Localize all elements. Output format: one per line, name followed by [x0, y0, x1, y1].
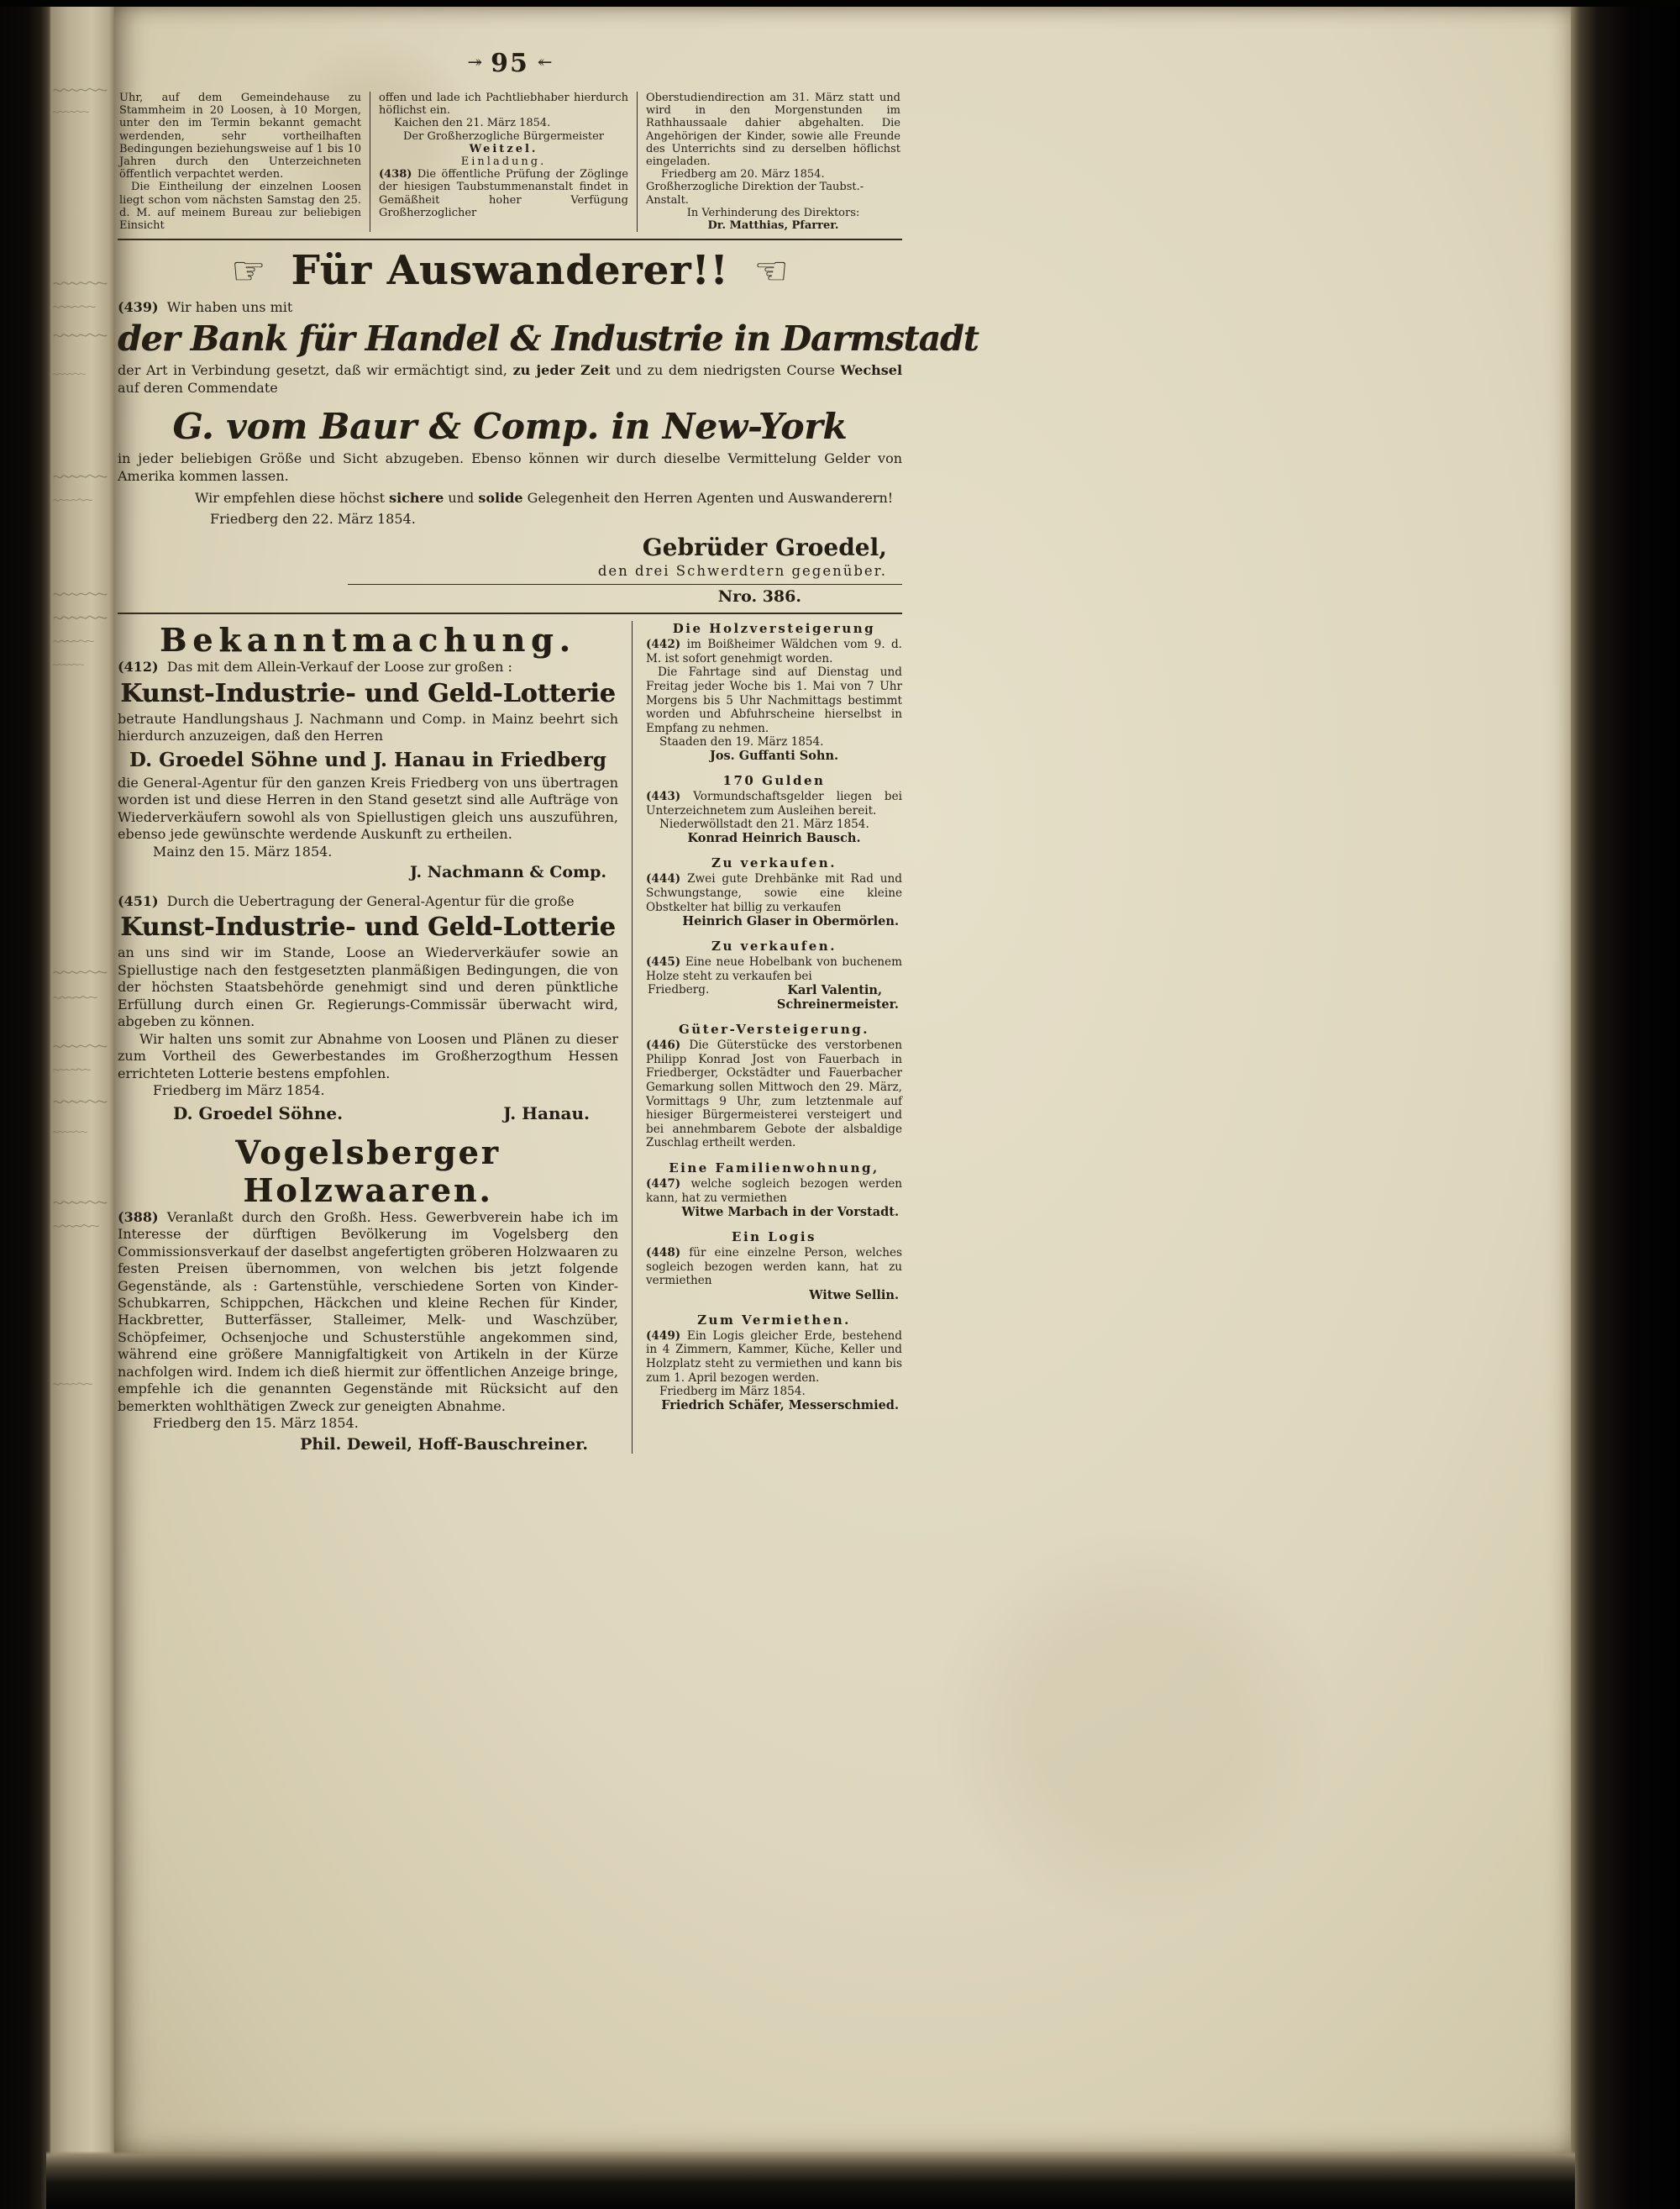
- pointing-hand-right-icon: ☞: [231, 248, 266, 294]
- section-heading: Vogelsberger Holzwaaren.: [235, 1133, 501, 1209]
- classified-ad: [646, 939, 902, 1012]
- handwriting-marginalia: [53, 991, 98, 1003]
- book-edge-bottom: [46, 2151, 1575, 2209]
- ad-paragraph: [118, 490, 902, 508]
- ad-number: (412): [118, 659, 159, 676]
- ad-intro-text: Durch die Uebertragung der General-Agentur für die große: [166, 892, 575, 909]
- ad-text: der Art in Verbindung gesetzt, daß wir ermächtigt sind,: [118, 362, 513, 379]
- top-notices: [118, 92, 902, 240]
- signature-name: Friedrich Schäfer, Messerschmied.: [661, 1398, 899, 1413]
- book-gutter-shadow: [0, 0, 50, 2209]
- ad-paragraph: [646, 638, 902, 665]
- ornament-arrow-right-icon: ↠: [467, 52, 483, 72]
- ad-paragraph: [646, 1039, 902, 1150]
- signature-role: Der Großherzogliche Bürgermeister: [403, 129, 604, 143]
- handwriting-marginalia: [53, 612, 108, 623]
- ad-heading: Zu verkaufen.: [711, 939, 837, 955]
- classified-ad: [646, 1312, 902, 1412]
- dateline: Niederwöllstadt den 21. März 1854.: [659, 818, 869, 832]
- classified-ad: [646, 1229, 902, 1302]
- ad-paragraph: Die Fahrtage sind auf Dienstag und Freitag jeder Woche bis 1. Mai von 7 Uhr Morgens bis 5 Uhr Nachmittags bestimmt worden und Abfuhrscheine hierselbst in Empfang zu nehmen.: [646, 665, 902, 735]
- ad-paragraph: Wir halten uns somit zur Abnahme von Loosen und Plänen zu dieser zum Vortheil des Gewerbestandes im Großherzogthum Hessen errichteten Lotterie bestens empfohlen.: [118, 1030, 618, 1081]
- handwriting-marginalia: [53, 494, 93, 506]
- ad-heading: Zu verkaufen.: [711, 855, 837, 871]
- handwriting-marginalia: [53, 1126, 88, 1138]
- ad-text: Die Güterstücke des verstorbenen Philipp Konrad Jost von Fauerbach in Friedberger, Ockstädter und Fauerbacher Gemarkung sollen Mittwoch den 29. März, Vormittags 9 Uhr, zum letztenmale auf hiesiger Bürgermeisterei versteigert und bei annehmbarem Gebote der alsbaldige Zuschlag ertheilt werden.: [646, 1039, 902, 1150]
- page-header: [118, 49, 902, 78]
- dateline: Kaichen den 21. März 1854.: [394, 117, 551, 130]
- ad-text: Wir empfehlen diese höchst: [195, 490, 390, 507]
- newspaper-page: [114, 7, 1571, 2154]
- handwriting-marginalia: [53, 106, 90, 118]
- left-column: [118, 621, 632, 1454]
- signature-name: J. Hanau.: [503, 1102, 590, 1123]
- notice-heading: Einladung.: [460, 155, 547, 169]
- dateline: Staaden den 19. März 1854.: [659, 735, 824, 749]
- classified-ad: [646, 1160, 902, 1219]
- ad-text: Zwei gute Drehbänke mit Rad und Schwungstange, sowie eine kleine Obstkelter hat billig zu verkaufen: [646, 872, 902, 914]
- ad-heading: Eine Familienwohnung,: [669, 1160, 879, 1176]
- lottery-headline: Kunst-Industrie- und Geld-Lotterie: [120, 678, 616, 708]
- ad-paragraph: an uns sind wir im Stande, Loose an Wiederverkäufer sowie an Spiellustige nach den festgesetzten planmäßigen Bedingungen, die von der höchsten Staatsbehörde genehmigt sind und deren pünktliche Erfüllung durch einen Gr. Regierungs-Commissär überwacht wird, abgeben zu können.: [118, 944, 618, 1030]
- ad-text: Ein Logis gleicher Erde, bestehend in 4 Zimmern, Kammer, Küche, Keller und Holzplatz steht zu vermiethen und kann bis zum 1. April bezogen werden.: [646, 1328, 902, 1385]
- ad-text: Vormundschaftsgelder liegen bei Unterzeichnetem zum Ausleihen bereit.: [646, 790, 902, 818]
- bank-name-line: der Bank für Handel & Industrie in Darmstadt: [118, 318, 979, 360]
- book-edge-top: [0, 0, 1680, 7]
- ad-text-bold: solide: [478, 490, 523, 507]
- ad-paragraph: [118, 1209, 618, 1416]
- ad-text: Gelegenheit den Herren Agenten und Auswanderern!: [522, 490, 894, 507]
- signature-name: Heinrich Glaser in Obermörlen.: [682, 914, 899, 929]
- ad-paragraph: [646, 872, 902, 914]
- signature-name: Weitzel.: [469, 142, 538, 155]
- ad-paragraph: in jeder beliebigen Größe und Sicht abzugeben. Ebenso können wir durch dieselbe Vermittelung Gelder von Amerika kommen lassen.: [118, 450, 902, 484]
- ad-text-bold: sichere: [389, 490, 444, 507]
- ad-intro: [118, 659, 618, 676]
- ad-paragraph: [646, 1177, 902, 1205]
- ad-number: (449): [646, 1328, 681, 1343]
- ad-number: (446): [646, 1039, 681, 1053]
- handwriting-marginalia: [53, 588, 108, 600]
- handwriting-marginalia: [53, 1378, 93, 1390]
- handwriting-marginalia: [53, 277, 108, 289]
- rule: [348, 584, 902, 585]
- notice-text: offen und lade ich Pachtliebhaber hierdurch höflichst ein.: [379, 92, 628, 118]
- ad-number: (388): [118, 1208, 159, 1225]
- ad-heading: Zum Vermiethen.: [697, 1312, 851, 1328]
- ad-number: (447): [646, 1176, 681, 1191]
- ad-number: (448): [646, 1246, 681, 1260]
- notice-column-3: [637, 92, 902, 232]
- right-column: [632, 621, 902, 1454]
- ad-heading: Die Holzversteigerung: [672, 621, 876, 637]
- ad-paragraph: betraute Handlungshaus J. Nachmann und Comp. in Mainz beehrt sich hierdurch anzuzeigen, daß den Herren: [118, 710, 618, 744]
- ad-intro: [118, 299, 902, 315]
- ad-paragraph: [646, 1246, 902, 1288]
- ad-text: im Boißheimer Wäldchen vom 9. d. M. ist sofort genehmigt worden.: [646, 638, 902, 665]
- ad-paragraph: [646, 955, 902, 983]
- handwriting-marginalia: [53, 1064, 92, 1076]
- ad-heading: 170 Gulden: [722, 773, 826, 789]
- ad-paragraph: [646, 1329, 902, 1385]
- classified-ad: [646, 773, 902, 845]
- section-heading: Bekanntmachung.: [160, 621, 576, 660]
- ad-intro: [118, 893, 618, 910]
- signature-name: D. Groedel Söhne.: [173, 1102, 344, 1123]
- ad-number: (444): [646, 872, 681, 886]
- signature-name: Jos. Guffanti Sohn.: [709, 749, 839, 764]
- lower-columns: [118, 613, 902, 1454]
- ad-number: (443): [646, 790, 681, 804]
- handwriting-marginalia: [53, 1197, 108, 1208]
- signature-name: Karl Valentin,: [787, 983, 882, 998]
- notice-text: [379, 168, 628, 219]
- handwriting-marginalia: [53, 1220, 100, 1232]
- agents-line: D. Groedel Söhne und J. Hanau in Friedberg: [129, 748, 606, 771]
- dateline: Friedberg im März 1854.: [153, 1082, 325, 1099]
- handwriting-marginalia: [53, 966, 108, 978]
- signature-name: Konrad Heinrich Bausch.: [687, 831, 861, 846]
- ad-number: (445): [646, 955, 681, 970]
- notice-text: Oberstudiendirection am 31. März statt und wird in den Morgenstunden im Rathhaussaale dahier abgehalten. Die Angehörigen der Kinder, sowie alle Freunde des Unterrichts sind zu derselben höflichst eingeladen.: [646, 92, 900, 169]
- ad-text: Veranlaßt durch den Großh. Hess. Gewerbverein habe ich im Interesse der dürftigen Bevölkerung im Vogelsberg den Commissionsverkauf der daselbst angefertigten gröberen Holzwaaren zu festen Preisen übernommen, von welchen bis jetzt folgende Gegenstände, als : Gartenstühle, verschiedene Sorten von Kinder-Schubkarren, Schippchen, Häckchen und kleine Rechen für Kinder, Hackbretter, Butterfässer, Stalleimer, Melk- und Waschzüber, Schöpfeimer, Ochsenjoche und Schusterstühle angekommen sind, während eine größere Mannigfaltigkeit von Artikeln in der Kürze nachfolgen wird. Indem ich dieß hiermit zur öffentlichen Anzeige bringe, empfehle ich die genannten Gegenstände mit Rücksicht auf den bemerkten wohlthätigen Zweck zur geneigten Abnahme.: [118, 1208, 618, 1414]
- ad-number: (439): [118, 299, 159, 316]
- notice-body: Die öffentliche Prüfung der Zöglinge der hiesigen Taubstummenanstalt findet in Gemäßheit hoher Verfügung Großherzoglicher: [379, 168, 628, 219]
- handwriting-marginalia: [53, 84, 108, 96]
- ad-number: (442): [646, 638, 681, 652]
- ornament-arrow-left-icon: ↞: [537, 52, 553, 72]
- signature-title: Schreinermeister.: [776, 997, 899, 1012]
- place-name: Friedberg.: [648, 983, 710, 997]
- ad-paragraph: [646, 790, 902, 818]
- ad-text-bold: Wechsel: [840, 362, 903, 379]
- dateline: Friedberg im März 1854.: [659, 1385, 806, 1399]
- handwriting-marginalia: [53, 1096, 108, 1107]
- handwriting-marginalia: [53, 368, 87, 380]
- agent-name-line: G. vom Baur & Comp. in New-York: [172, 405, 848, 447]
- handwriting-marginalia: [53, 471, 108, 482]
- classified-ad: [646, 1022, 902, 1150]
- auswanderer-headline: [118, 247, 902, 294]
- signature-org: Großherzogliche Direktion der Taubst.-Anstalt.: [646, 181, 864, 207]
- signature-name: J. Nachmann & Comp.: [409, 862, 606, 881]
- ad-number: (438): [379, 168, 412, 181]
- ad-text: Eine neue Hobelbank von buchenem Holze steht zu verkaufen bei: [646, 955, 902, 983]
- lottery-headline: Kunst-Industrie- und Geld-Lotterie: [120, 913, 616, 943]
- notice-text: Die Eintheilung der einzelnen Loosen liegt schon vom nächsten Samstag den 25. d. M. auf meinem Bureau zur beliebigen Einsicht: [119, 181, 361, 233]
- dateline: Friedberg den 22. März 1854.: [210, 511, 416, 528]
- ad-text: auf deren Commendate: [118, 380, 278, 397]
- signature-name: Gebrüder Groedel,: [642, 534, 887, 562]
- notice-text: Uhr, auf dem Gemeindehause zu Stammheim in 20 Loosen, à 10 Morgen, unter den im Termin bekannt gemacht werdenden, sehr vortheilhaften Bedingungen beziehungsweise auf 1 bis 10 Jahren durch den Unterzeichneten öffentlich verpachtet werden.: [119, 92, 361, 181]
- headline-text: Für Auswanderer!!: [291, 247, 729, 295]
- classified-ad: [646, 621, 902, 763]
- ad-heading: Ein Logis: [732, 1229, 816, 1245]
- ad-text-bold: zu jeder Zeit: [512, 362, 611, 379]
- signature-name: Witwe Sellin.: [809, 1287, 899, 1302]
- ad-text: für eine einzelne Person, welches sogleich bezogen werden kann, hat zu vermiethen: [646, 1246, 902, 1288]
- handwriting-marginalia: [53, 301, 97, 313]
- dateline: Mainz den 15. März 1854.: [153, 843, 333, 860]
- handwriting-marginalia: [53, 329, 108, 341]
- ad-text: welche sogleich bezogen werden kann, hat zu vermiethen: [646, 1176, 902, 1205]
- signature-address: den drei Schwerdtern gegenüber.: [597, 563, 887, 580]
- ad-heading: Güter-Versteigerung.: [678, 1022, 869, 1038]
- signature-row: [118, 1103, 618, 1123]
- signature-name: Phil. Deweil, Hoff-Bauschreiner.: [300, 1434, 588, 1454]
- ad-text: und zu dem niedrigsten Course: [610, 362, 841, 379]
- notice-column-1: [118, 92, 370, 232]
- notice-column-2: [370, 92, 637, 232]
- handwriting-marginalia: [53, 635, 95, 647]
- signature-name: Witwe Marbach in der Vorstadt.: [681, 1205, 899, 1220]
- signature-block: [118, 534, 902, 579]
- signature-row: [646, 983, 902, 997]
- auswanderer-ad: [118, 247, 979, 607]
- ad-intro-text: Wir haben uns mit: [166, 299, 293, 316]
- signature-name: Dr. Matthias, Pfarrer.: [707, 219, 839, 233]
- signature-number: Nro. 386.: [717, 587, 801, 607]
- signature-note: In Verhinderung des Direktors:: [686, 206, 860, 219]
- printed-area: [118, 40, 979, 1454]
- page-number: 95: [491, 49, 529, 78]
- ad-text: und: [444, 490, 479, 507]
- dateline: Friedberg den 15. März 1854.: [153, 1415, 359, 1432]
- dateline: Friedberg am 20. März 1854.: [661, 168, 825, 181]
- ad-intro-text: Das mit dem Allein-Verkauf der Loose zur großen :: [166, 659, 512, 676]
- classified-ad: [646, 855, 902, 928]
- handwriting-marginalia: [53, 1040, 108, 1052]
- ad-number: (451): [118, 892, 159, 909]
- pointing-hand-left-icon: ☜: [753, 248, 789, 294]
- adjacent-page-edge: [50, 0, 114, 2161]
- ad-paragraph: [118, 362, 902, 397]
- handwriting-marginalia: [53, 659, 85, 671]
- book-edge-right: [1571, 0, 1680, 2209]
- ad-paragraph: die General-Agentur für den ganzen Kreis Friedberg von uns übertragen worden ist und diese Herren in den Stand gesetzt sind alle Aufträge von Wiederverkäufern sowohl als von Spiellustigen gleich uns auszuführen, ebenso jede gewünschte werdende Auskunft zu ertheilen.: [118, 774, 618, 843]
